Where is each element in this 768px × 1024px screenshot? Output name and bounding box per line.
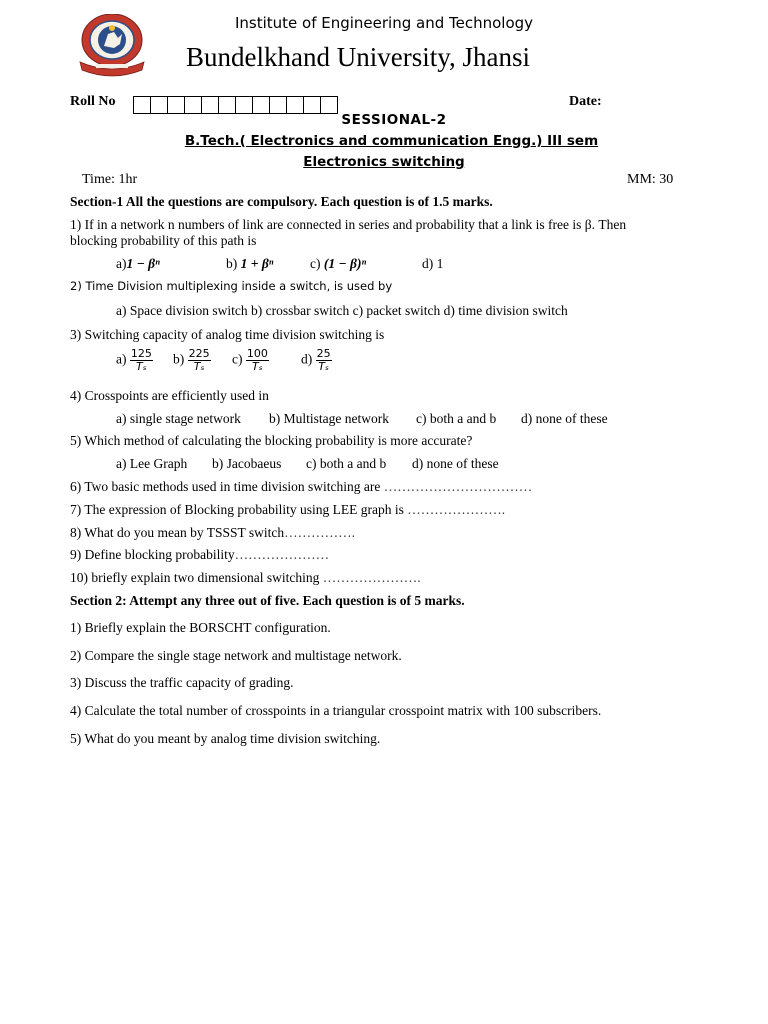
section2-question: 5) What do you meant by analog time division switching. — [70, 731, 381, 746]
q7-text: 7) The expression of Blocking probability using LEE graph is …………………. — [70, 502, 506, 517]
q1-line1: 1) If in a network n numbers of link are connected in series and probability that a link is free is β. Then — [70, 217, 627, 232]
section2-question: 2) Compare the single stage network and multistage network. — [70, 648, 402, 663]
subject-title: Electronics switching — [303, 154, 465, 170]
date-label: Date: — [569, 94, 602, 109]
q6-text: 6) Two basic methods used in time division switching are …………………………… — [70, 479, 533, 494]
q1-line2: blocking probability of this path is — [70, 233, 257, 248]
q8-text: 8) What do you mean by TSSST switch……………. — [70, 525, 355, 540]
q4-option-d: d) none of these — [521, 411, 608, 426]
q5-text: 5) Which method of calculating the blocking probability is more accurate? — [70, 433, 473, 448]
q5-option-d: d) none of these — [412, 456, 499, 471]
q4-option-a: a) single stage network — [116, 411, 241, 426]
roll-no-label: Roll No — [70, 94, 116, 109]
q3-option-a: a) $\frac{125}{\text{Tₛ}}$ — [116, 347, 152, 374]
q3-option-b: b) $\frac{225}{\text{Tₛ}}$ — [173, 347, 210, 374]
max-marks-label: MM: 30 — [627, 172, 674, 187]
q2-options: a) Space division switch b) crossbar switch c) packet switch d) time division switch — [116, 303, 568, 318]
q9-text: 9) Define blocking probability………………… — [70, 547, 330, 562]
q1-option-d: d) 1 — [422, 256, 444, 271]
q4-option-b: b) Multistage network — [269, 411, 389, 426]
q1-option-a: a)1 − βⁿ — [116, 256, 160, 271]
q3-option-d: d) $\frac{25}{\text{Tₛ}}$ — [301, 347, 331, 374]
time-label: Time: 1hr — [82, 172, 138, 187]
q3-text: 3) Switching capacity of analog time division switching is — [70, 327, 385, 342]
institute-name: Institute of Engineering and Technology — [234, 14, 534, 32]
q4-option-c: c) both a and b — [416, 411, 497, 426]
section2-question: 1) Briefly explain the BORSCHT configuration. — [70, 620, 331, 635]
section2-question: 3) Discuss the traffic capacity of grading. — [70, 675, 294, 690]
q4-text: 4) Crosspoints are efficiently used in — [70, 388, 269, 403]
course-title: B.Tech.( Electronics and communication Engg.) III sem — [184, 133, 599, 149]
q5-option-b: b) Jacobaeus — [212, 456, 282, 471]
q1-option-c: c) (1 − β)ⁿ — [310, 256, 367, 271]
q2-text: 2) Time Division multiplexing inside a switch, is used by — [70, 279, 393, 293]
university-name: Bundelkhand University, Jhansi — [186, 42, 530, 72]
q1-option-b: b) 1 + βⁿ — [226, 256, 274, 271]
q3-option-c: c) $\frac{100}{\text{Tₛ}}$ — [232, 347, 268, 374]
section1-heading: Section-1 All the questions are compulsory. Each question is of 1.5 marks. — [70, 194, 493, 209]
q5-option-a: a) Lee Graph — [116, 456, 188, 471]
section2-heading: Section 2: Attempt any three out of five. Each question is of 5 marks. — [70, 593, 465, 608]
q10-text: 10) briefly explain two dimensional switching …………………. — [70, 570, 421, 585]
q5-option-c: c) both a and b — [306, 456, 387, 471]
section2-question: 4) Calculate the total number of crosspoints in a triangular crosspoint matrix with 100 subscribers. — [70, 703, 602, 718]
sessional-title: SESSIONAL-2 — [341, 112, 447, 128]
